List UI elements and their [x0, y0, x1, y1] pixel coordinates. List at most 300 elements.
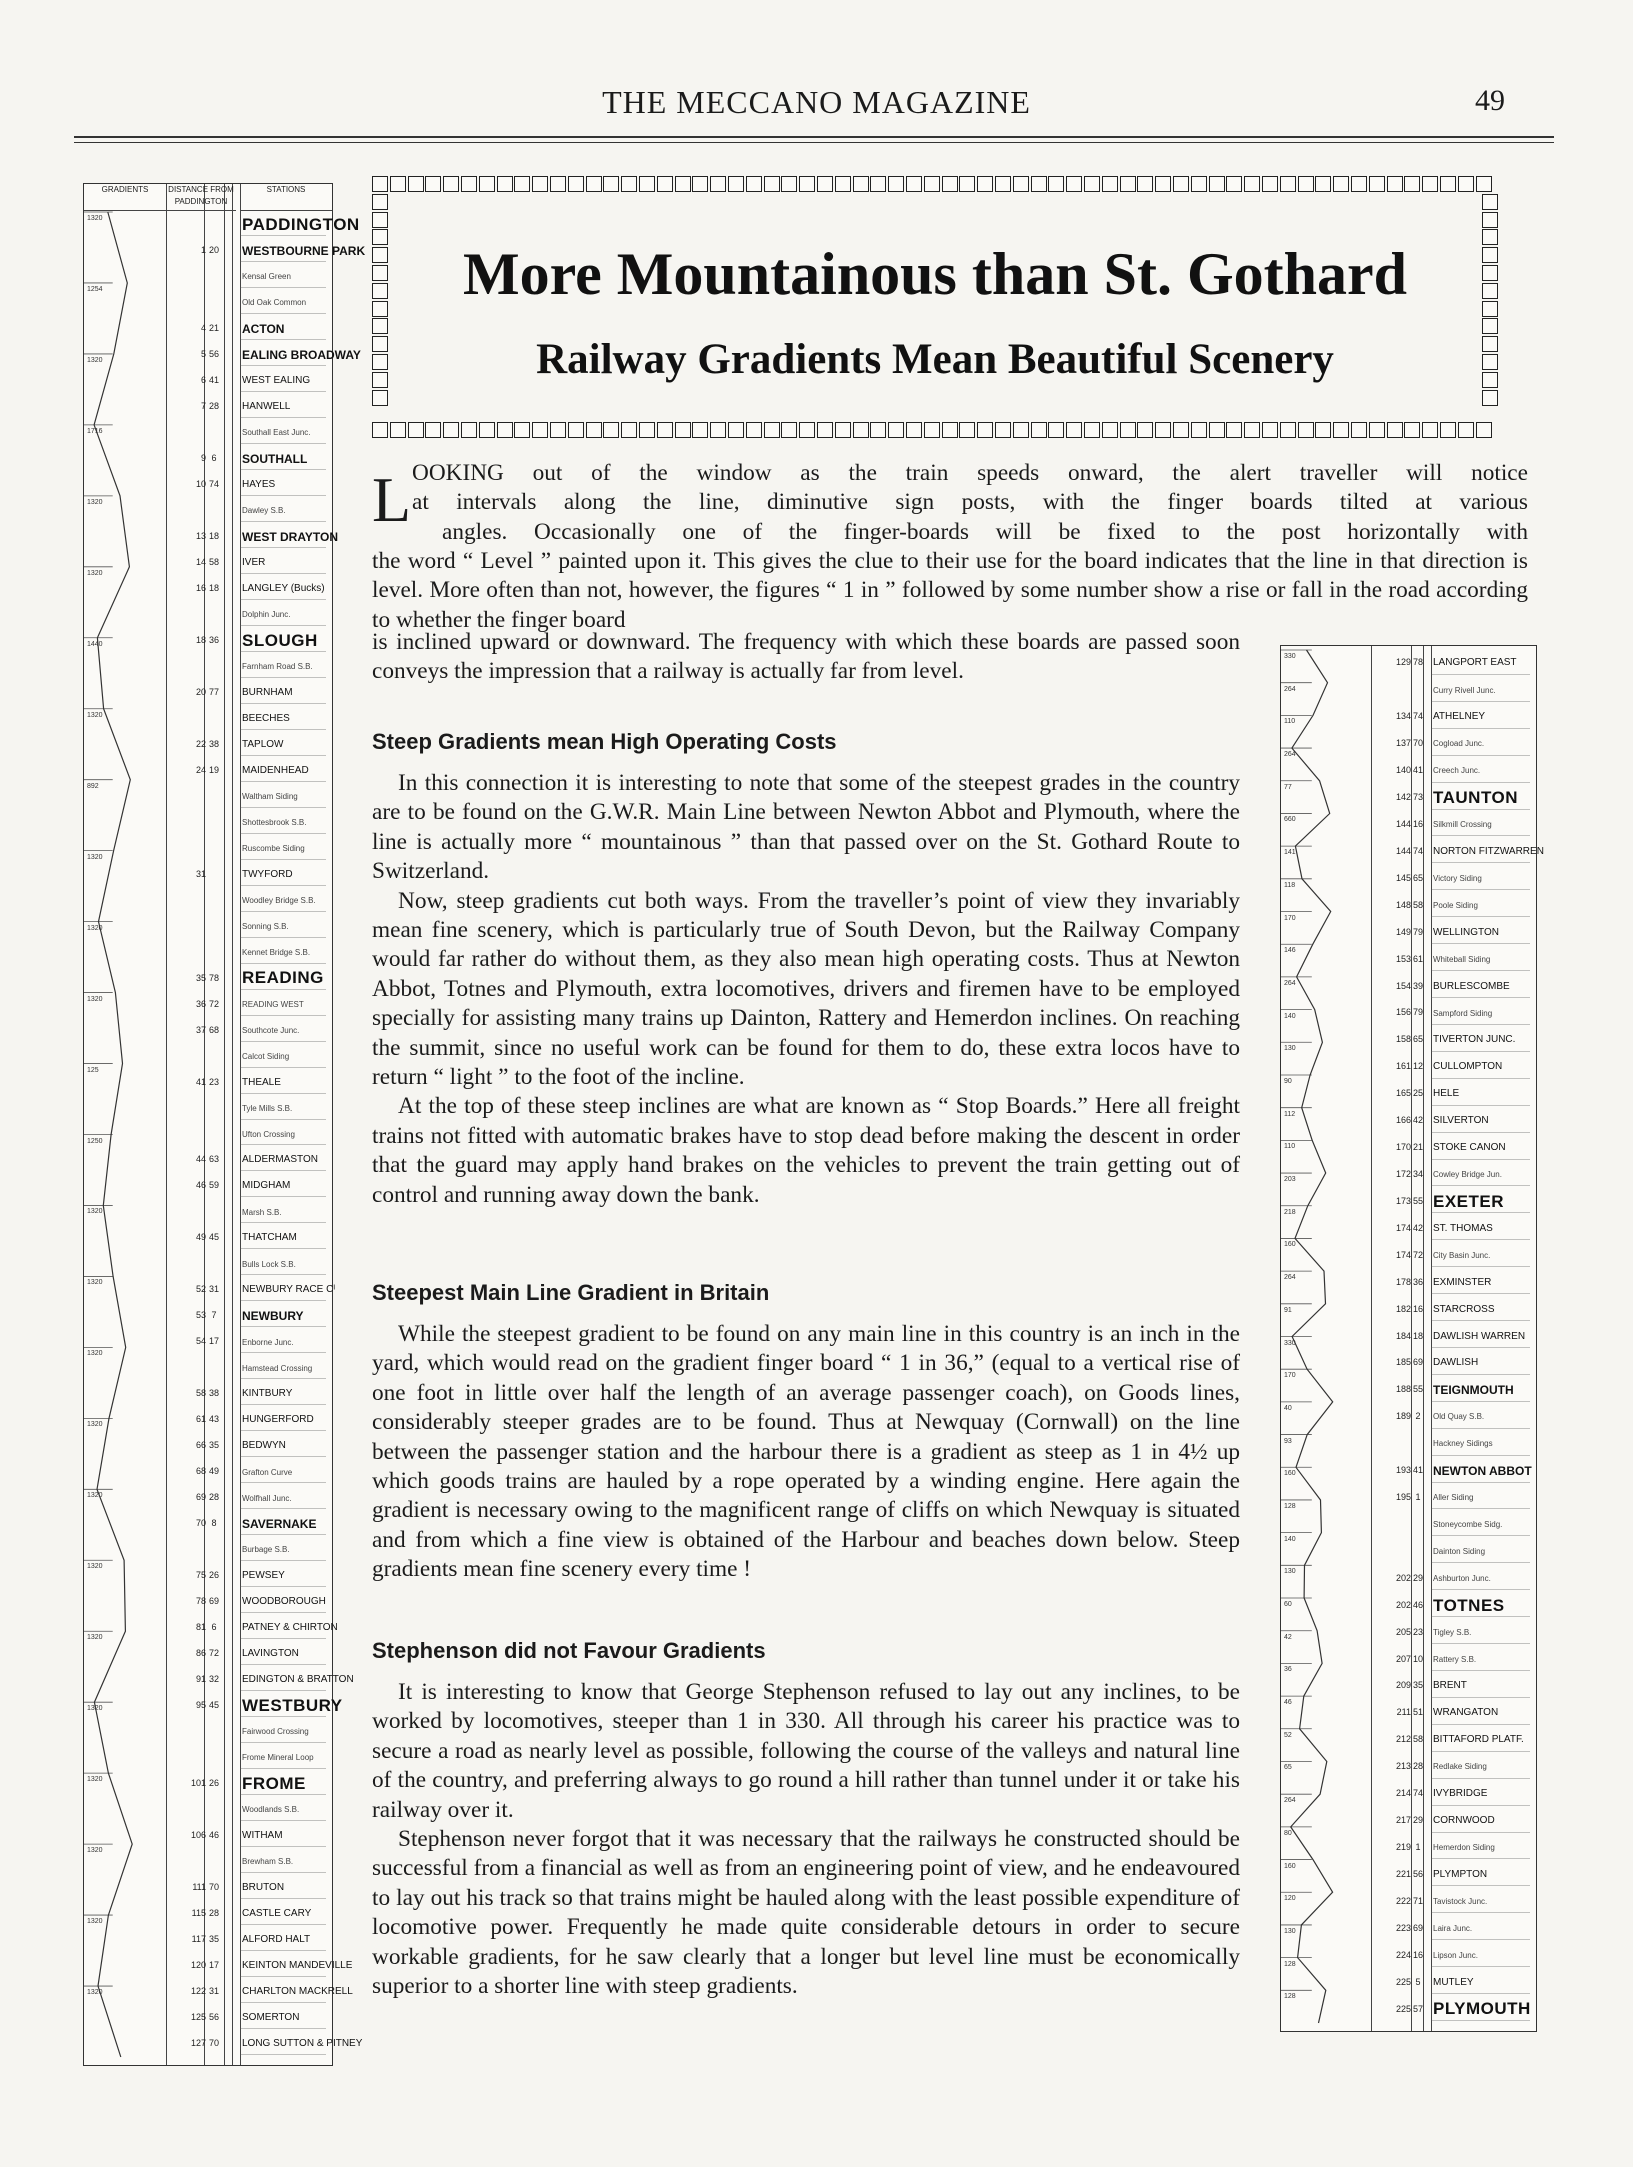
station-name: PADDINGTON — [242, 214, 360, 234]
station-rule — [1431, 1508, 1530, 1509]
frame-square — [1173, 422, 1189, 438]
frame-square — [479, 176, 495, 192]
station-name: NORTON FITZWARREN — [1433, 845, 1544, 857]
frame-square — [870, 422, 886, 438]
distance-chains: 32 — [208, 1674, 219, 1685]
station-name: WRANGATON — [1433, 1707, 1499, 1719]
paragraph: In this connection it is interesting to note that some of the steepest grades in the country are to be found on the G.W.R. Main Line between Newton Abbot and Plymouth, where the line is actually more “ mountainous ” than that passed over on the St. Gothard Route to Switzerland. — [372, 770, 1240, 885]
frame-square — [924, 176, 940, 192]
station-name: Dawley S.B. — [242, 506, 286, 516]
station-rule — [240, 287, 326, 288]
station-name: BEDWYN — [242, 1440, 286, 1452]
station-rule — [1431, 1778, 1530, 1779]
distance-miles: 86 — [195, 1648, 206, 1659]
paragraph: Now, steep gradients cut both ways. From the traveller’s point of view they invariably mean fine scenery, which is particularly true of South Devon, but the Railway Company would far rather do without them, as they also mean high operating costs. Thus at Newton Abbot, Totnes and Plymouth, extra locomotives, drivers and firemen have to be employed specially for assisting many trains up Dainton, Rattery and Hemerdon inclines. On reaching the summit, since no useful work can be found for them to do, these extra locos have to return “ light ” to the foot of the incline. — [372, 887, 1240, 1091]
station-name: Cowley Bridge Jun. — [1433, 1170, 1502, 1180]
station-name: SLOUGH — [242, 630, 318, 650]
station-name: HUNGERFORD — [242, 1414, 314, 1426]
station-rule — [1431, 1401, 1530, 1402]
station-rule — [1431, 916, 1530, 917]
station-rule — [240, 651, 326, 652]
distance-chains: 65 — [1412, 1034, 1423, 1045]
station-name: PLYMPTON — [1433, 1868, 1488, 1880]
distance-miles: 58 — [195, 1388, 206, 1399]
station-rule — [240, 1768, 326, 1769]
frame-square — [959, 422, 975, 438]
station-name: WESTBURY — [242, 1695, 343, 1715]
frame-square — [942, 422, 958, 438]
distance-miles: 212 — [1395, 1734, 1411, 1745]
frame-square — [1262, 422, 1278, 438]
gradient-value-label: 125 — [87, 1066, 99, 1074]
station-name: CASTLE CARY — [242, 1908, 312, 1920]
distance-miles: 37 — [195, 1024, 206, 1035]
gradient-value-label: 140 — [1284, 1012, 1296, 1020]
station-rule — [240, 1482, 326, 1483]
station-name: THATCHAM — [242, 1232, 297, 1244]
gradient-value-label: 40 — [1284, 1404, 1292, 1412]
intro-line-2: at intervals along the line, diminutive sign posts, with the finger boards tilted at various — [412, 489, 1528, 515]
distance-miles: 117 — [191, 1934, 206, 1945]
frame-square — [781, 422, 797, 438]
frame-square — [586, 422, 602, 438]
gradient-value-label: 170 — [1284, 1372, 1296, 1380]
distance-chains: 70 — [1412, 738, 1423, 749]
station-name: MAIDENHEAD — [242, 764, 309, 776]
station-name: BEECHES — [242, 712, 290, 724]
distance-miles: 154 — [1395, 980, 1411, 991]
frame-square — [710, 422, 726, 438]
station-name: PLYMOUTH — [1433, 1999, 1531, 2019]
distance-chains: 34 — [1412, 1168, 1423, 1179]
distance-miles: 7 — [200, 400, 206, 411]
frame-square — [1173, 176, 1189, 192]
distance-chains: 74 — [1412, 711, 1423, 722]
article-title: More Mountainous than St. Gothard — [462, 241, 1407, 307]
distance-chains: 74 — [208, 478, 219, 489]
paragraph: At the top of these steep inclines are what are known as “ Stop Boards.” Here all freight trains not fitted with automatic brakes have to stop dead before making the descent in order that the guard may apply hand brakes on the vehicles to prevent the train getting out of control and running away down the bank. — [372, 1093, 1240, 1208]
distance-miles: 153 — [1395, 953, 1411, 964]
distance-chains: 49 — [208, 1466, 219, 1477]
distance-chains: 58 — [208, 556, 219, 567]
gradient-value-label: 52 — [1284, 1731, 1292, 1739]
station-rule — [240, 339, 326, 340]
station-rule — [240, 781, 326, 782]
gradient-value-label: 1320 — [87, 1350, 103, 1358]
distance-chains: 7 — [211, 1310, 217, 1321]
frame-square — [1137, 176, 1153, 192]
distance-chains: 17 — [208, 1960, 219, 1971]
distance-miles: 202 — [1395, 1572, 1411, 1583]
distance-chains: 55 — [1412, 1195, 1423, 1206]
distance-miles: 219 — [1395, 1842, 1411, 1852]
gradient-value-label: 160 — [1284, 1470, 1296, 1478]
frame-square — [408, 422, 424, 438]
gradient-value-label: 660 — [1284, 816, 1296, 824]
station-rule — [240, 1716, 326, 1717]
frame-square — [1191, 422, 1207, 438]
distance-miles: 35 — [195, 972, 206, 983]
distance-miles: 178 — [1395, 1276, 1411, 1287]
frame-square — [1191, 176, 1207, 192]
frame-square — [479, 422, 495, 438]
station-name: BITTAFORD PLATF. — [1433, 1734, 1524, 1746]
frame-square — [888, 422, 904, 438]
distance-miles: 16 — [195, 582, 206, 593]
station-name: Tigley S.B. — [1433, 1627, 1472, 1637]
distance-chains: 45 — [208, 1700, 219, 1711]
frame-square — [924, 422, 940, 438]
gradient-value-label: 1320 — [87, 215, 103, 222]
distance-miles: 4 — [200, 322, 206, 333]
station-name: CORNWOOD — [1433, 1815, 1495, 1827]
station-rule — [240, 521, 326, 522]
station-rule — [240, 1404, 326, 1405]
station-rule — [1431, 1939, 1530, 1940]
station-name: ATHELNEY — [1433, 711, 1486, 723]
station-rule — [1431, 1293, 1530, 1294]
station-name: TOTNES — [1433, 1595, 1505, 1615]
frame-square — [390, 422, 406, 438]
station-name: TIVERTON JUNC. — [1433, 1034, 1516, 1046]
station-name: KINTBURY — [242, 1388, 293, 1400]
frame-square — [1155, 176, 1171, 192]
station-name: Lipson Junc. — [1433, 1950, 1478, 1960]
frame-square — [568, 176, 584, 192]
distance-miles: 144 — [1395, 845, 1411, 856]
frame-square — [692, 422, 708, 438]
magazine-title: THE MECCANO MAGAZINE — [602, 84, 1031, 120]
frame-square — [1440, 422, 1456, 438]
frame-square — [639, 176, 655, 192]
station-rule — [1431, 1374, 1530, 1375]
frame-square — [1120, 422, 1136, 438]
frame-square — [1482, 318, 1498, 334]
distance-miles: 49 — [195, 1232, 206, 1243]
distance-chains: 2 — [1415, 1411, 1421, 1422]
station-name: SOMERTON — [242, 2012, 300, 2024]
station-name: Calcot Siding — [242, 1051, 290, 1061]
distance-chains: 8 — [211, 1518, 217, 1529]
section-2-body — [372, 1320, 1240, 1585]
gradient-value-label: 1320 — [87, 1208, 103, 1216]
distance-chains: 6 — [211, 452, 217, 463]
station-rule — [240, 599, 326, 600]
gradient-value-label: 1320 — [87, 498, 103, 506]
gradient-value-label: 80 — [1284, 1829, 1292, 1837]
station-name: LANGLEY (Bucks) — [242, 582, 325, 594]
frame-square — [764, 422, 780, 438]
station-rule — [1431, 809, 1530, 810]
distance-miles: 145 — [1395, 872, 1411, 883]
distance-miles: 22 — [195, 738, 206, 749]
frame-square — [1226, 176, 1242, 192]
frame-square — [1422, 176, 1438, 192]
distance-chains: 42 — [1412, 1115, 1423, 1126]
frame-square — [906, 176, 922, 192]
frame-square — [1476, 176, 1492, 192]
station-rule — [1431, 728, 1530, 729]
station-rule — [240, 1093, 326, 1094]
gradient-value-label: 128 — [1284, 1960, 1296, 1968]
station-name: EXETER — [1433, 1191, 1505, 1211]
frame-square — [817, 422, 833, 438]
distance-chains: 28 — [208, 400, 219, 411]
distance-chains: 68 — [208, 1024, 219, 1035]
station-name: Enborne Junc. — [242, 1337, 294, 1347]
distance-miles: 91 — [195, 1674, 206, 1685]
distance-miles: 165 — [1395, 1088, 1411, 1099]
station-name: PEWSEY — [242, 1570, 285, 1582]
station-rule — [1431, 1751, 1530, 1752]
gradient-value-label: 46 — [1284, 1699, 1292, 1707]
station-rule — [1431, 755, 1530, 756]
station-rule — [1431, 1024, 1530, 1025]
frame-square — [1482, 194, 1498, 210]
station-name: IVER — [242, 556, 266, 568]
station-name: WEST DRAYTON — [242, 529, 339, 544]
distance-miles: 36 — [195, 998, 206, 1009]
station-name: NEWBURY RACE Cᴵ — [242, 1284, 335, 1296]
distance-miles: 9 — [200, 452, 206, 463]
frame-square — [942, 176, 958, 192]
frame-square — [1084, 422, 1100, 438]
frame-square — [1351, 422, 1367, 438]
station-name: DAWLISH WARREN — [1433, 1330, 1526, 1342]
station-rule — [240, 2028, 326, 2029]
distance-chains: 45 — [208, 1232, 219, 1243]
station-rule — [1431, 1239, 1530, 1240]
station-name: EXMINSTER — [1433, 1276, 1492, 1288]
distance-chains: 10 — [1412, 1653, 1423, 1664]
frame-square — [781, 176, 797, 192]
distance-chains: 38 — [208, 738, 219, 749]
frame-square — [1476, 422, 1492, 438]
station-rule — [1431, 889, 1530, 890]
distance-chains: 71 — [1412, 1895, 1423, 1906]
frame-square — [675, 176, 691, 192]
station-rule — [240, 937, 326, 938]
station-rule — [1431, 1078, 1530, 1079]
distance-chains: 20 — [208, 244, 219, 255]
distance-miles: 120 — [190, 1960, 206, 1971]
distance-chains: 25 — [1412, 1088, 1423, 1099]
distance-chains: 16 — [1412, 818, 1423, 829]
distance-miles: 217 — [1395, 1815, 1411, 1826]
station-rule — [1431, 1105, 1530, 1106]
distance-miles: 101 — [190, 1778, 206, 1789]
station-name: TAUNTON — [1433, 787, 1519, 807]
frame-square — [1102, 422, 1118, 438]
station-name: Tavistock Junc. — [1433, 1897, 1488, 1907]
distance-chains: 43 — [208, 1414, 219, 1425]
distance-chains: 70 — [208, 2038, 219, 2048]
station-name: Tyle Mills S.B. — [242, 1103, 293, 1113]
frame-square — [568, 422, 584, 438]
distance-miles: 53 — [195, 1310, 206, 1321]
frame-square — [1155, 422, 1171, 438]
frame-square — [1315, 176, 1331, 192]
station-name: City Basin Junc. — [1433, 1250, 1491, 1260]
frame-square — [1209, 422, 1225, 438]
station-name: Kennet Bridge S.B. — [242, 947, 311, 957]
station-rule — [240, 625, 326, 626]
distance-miles: 174 — [1395, 1222, 1411, 1233]
station-rule — [240, 1846, 326, 1847]
distance-chains: 59 — [208, 1180, 219, 1191]
station-rule — [1431, 1643, 1530, 1644]
distance-chains: 21 — [1412, 1142, 1423, 1153]
gradient-value-label: 160 — [1284, 1241, 1296, 1249]
frame-square — [1048, 422, 1064, 438]
distance-chains: 19 — [208, 764, 219, 775]
station-name: Wolfhall Junc. — [242, 1493, 292, 1503]
gradient-value-label: 128 — [1284, 1502, 1296, 1510]
distance-chains: 57 — [1412, 2003, 1423, 2014]
distance-miles: 6 — [200, 374, 206, 385]
station-name: Victory Siding — [1433, 874, 1482, 884]
distance-miles: 20 — [195, 686, 206, 697]
frame-square — [1280, 422, 1296, 438]
station-name: MUTLEY — [1433, 1976, 1474, 1988]
station-rule — [240, 443, 326, 444]
distance-miles: 129 — [1395, 657, 1411, 668]
station-name: Old Quay S.B. — [1433, 1412, 1485, 1422]
distance-miles: 81 — [195, 1622, 206, 1633]
frame-square — [514, 176, 530, 192]
frame-square — [888, 176, 904, 192]
distance-miles: 111 — [192, 1882, 206, 1893]
station-name: MIDGHAM — [242, 1180, 291, 1192]
station-rule — [240, 885, 326, 886]
station-name: Sonning S.B. — [242, 921, 289, 931]
station-rule — [1431, 1535, 1530, 1536]
distance-chains: 18 — [208, 582, 219, 593]
frame-square — [586, 176, 602, 192]
station-rule — [240, 1352, 326, 1353]
gradient-value-label: 110 — [1284, 1143, 1296, 1151]
station-rule — [1431, 1616, 1530, 1617]
frame-square — [1013, 422, 1029, 438]
station-name: Frome Mineral Loop — [242, 1753, 314, 1763]
distance-miles: 222 — [1395, 1895, 1411, 1906]
station-rule — [1431, 2020, 1530, 2021]
distance-miles: 172 — [1395, 1168, 1411, 1179]
station-name: Ashburton Junc. — [1433, 1573, 1491, 1583]
station-name: Rattery S.B. — [1433, 1654, 1477, 1664]
chart-column-header: GRADIENTS — [84, 184, 166, 211]
gradient-value-label: 264 — [1284, 1274, 1296, 1282]
station-rule — [240, 1742, 326, 1743]
distance-chains: 46 — [1412, 1599, 1423, 1610]
station-rule — [1431, 1159, 1530, 1160]
station-rule — [1431, 1428, 1530, 1429]
distance-chains: 21 — [208, 322, 219, 333]
gradient-value-label: 77 — [1284, 783, 1292, 791]
station-name: LAVINGTON — [242, 1648, 299, 1660]
header-rule-thin — [74, 142, 1554, 143]
distance-miles: 5 — [200, 348, 206, 359]
frame-square — [621, 176, 637, 192]
station-name: Silkmill Crossing — [1433, 820, 1492, 830]
station-rule — [240, 1015, 326, 1016]
frame-square — [995, 176, 1011, 192]
frame-square — [1031, 176, 1047, 192]
gradient-value-label: 91 — [1284, 1306, 1292, 1314]
frame-square — [1482, 390, 1498, 406]
distance-chains: 42 — [1412, 1222, 1423, 1233]
station-rule — [1431, 701, 1530, 702]
station-name: Bulls Lock S.B. — [242, 1259, 296, 1269]
station-rule — [1431, 1832, 1530, 1833]
distance-chains: 69 — [208, 1596, 219, 1607]
frame-square — [443, 176, 459, 192]
station-rule — [240, 1144, 326, 1145]
frame-square — [977, 176, 993, 192]
station-rule — [1431, 1858, 1530, 1859]
station-name: Shottesbrook S.B. — [242, 817, 307, 827]
station-rule — [240, 365, 326, 366]
station-name: Grafton Curve — [242, 1467, 293, 1477]
distance-chains: 58 — [1412, 1734, 1423, 1745]
distance-chains: 78 — [208, 972, 219, 983]
station-rule — [240, 1950, 326, 1951]
distance-miles: 10 — [195, 478, 206, 489]
station-name: Ufton Crossing — [242, 1129, 295, 1139]
gradient-value-label: 264 — [1284, 1797, 1296, 1805]
frame-square — [1369, 422, 1385, 438]
frame-square — [621, 422, 637, 438]
distance-miles: 14 — [195, 556, 206, 567]
distance-chains: 38 — [208, 1388, 219, 1399]
gradient-chart-langport-plymouth — [1280, 645, 1544, 2032]
gradient-value-label: 141 — [1284, 849, 1296, 857]
station-name: Waltham Siding — [242, 791, 298, 801]
distance-miles: 214 — [1395, 1788, 1411, 1799]
distance-miles: 158 — [1395, 1034, 1411, 1045]
distance-chains: 56 — [208, 2012, 219, 2023]
station-name: HELE — [1433, 1088, 1460, 1100]
frame-square — [1280, 176, 1296, 192]
station-rule — [1431, 1132, 1530, 1133]
station-name: Woodlands S.B. — [242, 1805, 300, 1815]
gradient-value-label: 1320 — [87, 1492, 103, 1500]
station-name: TWYFORD — [242, 868, 293, 880]
distance-chains: 12 — [1412, 1061, 1423, 1072]
distance-chains: 69 — [1412, 1357, 1423, 1368]
frame-square — [532, 422, 548, 438]
gradient-value-label: 330 — [1284, 653, 1296, 660]
gradient-value-label: 36 — [1284, 1666, 1292, 1674]
station-name: Brewham S.B. — [242, 1857, 294, 1867]
frame-square — [550, 422, 566, 438]
station-name: IVYBRIDGE — [1433, 1788, 1488, 1800]
station-name: Stoneycombe Sidg. — [1433, 1520, 1503, 1530]
distance-miles: 144 — [1395, 818, 1411, 829]
station-name: Marsh S.B. — [242, 1207, 282, 1217]
distance-chains: 29 — [1412, 1815, 1423, 1826]
frame-square — [977, 422, 993, 438]
station-name: STARCROSS — [1433, 1303, 1495, 1315]
station-rule — [1431, 1320, 1530, 1321]
station-name: Old Oak Common — [242, 298, 307, 308]
station-rule — [240, 729, 326, 730]
station-name: KEINTON MANDEVILLE — [242, 1960, 353, 1972]
distance-miles: 78 — [195, 1596, 206, 1607]
station-name: NEWBURY — [242, 1309, 304, 1324]
frame-square — [1102, 176, 1118, 192]
station-name: THEALE — [242, 1076, 281, 1088]
